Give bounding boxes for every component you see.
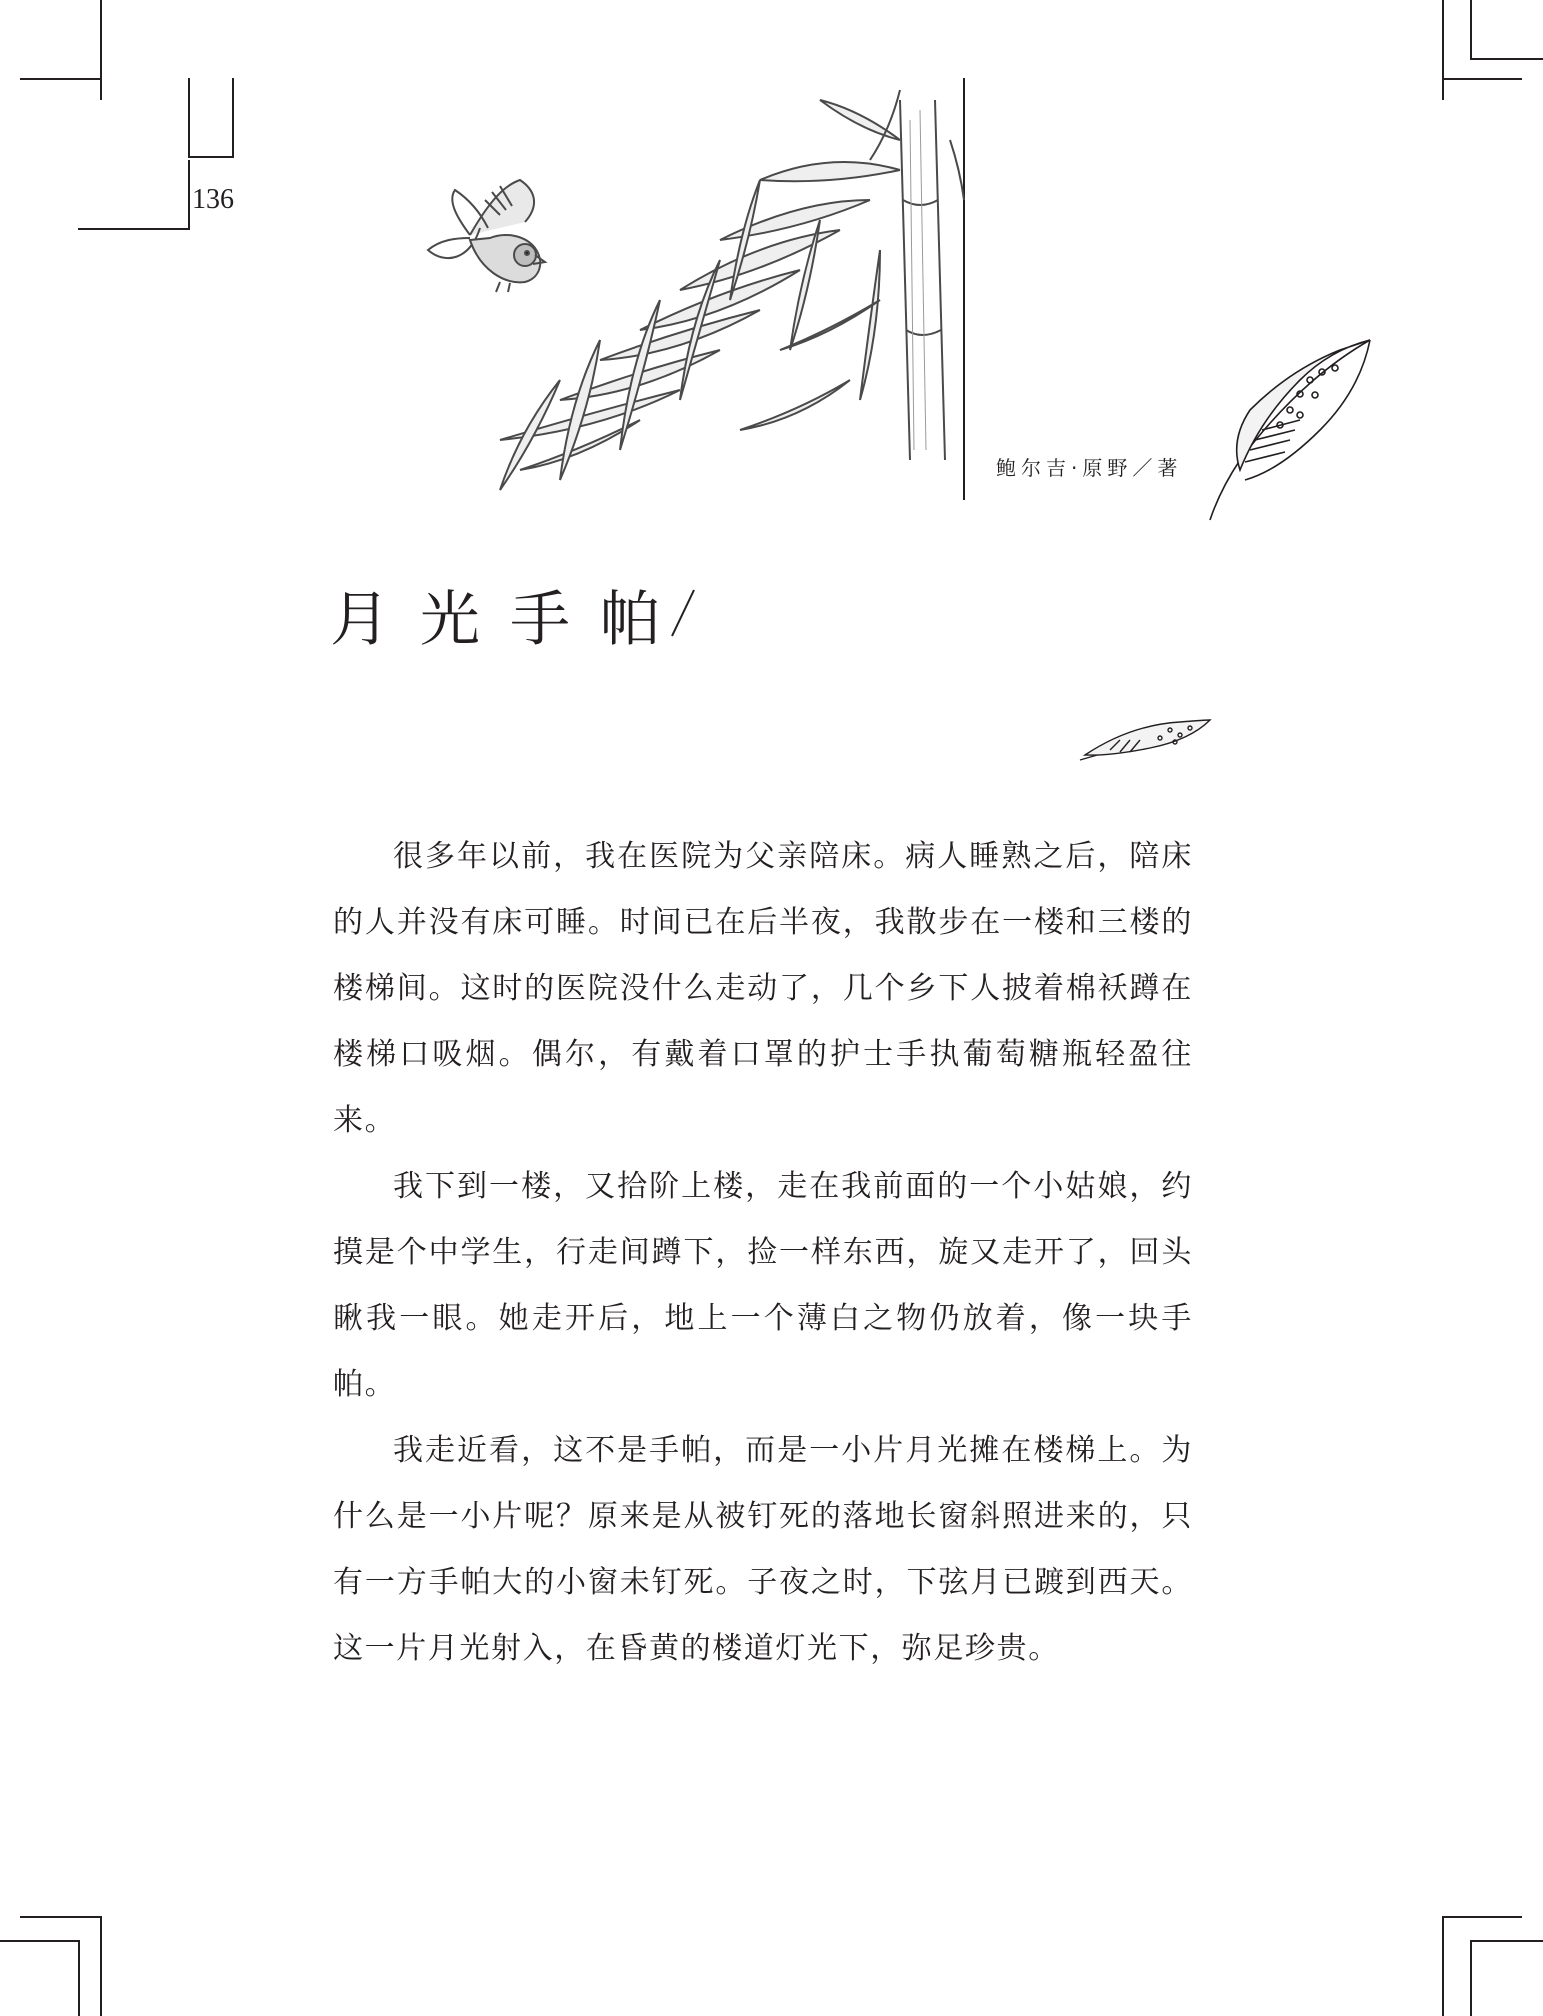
small-feather-icon — [1080, 720, 1210, 760]
page-number: 136 — [192, 184, 234, 215]
bamboo-illustration — [500, 90, 964, 490]
crop-mark-br-v — [1442, 1916, 1444, 2016]
crop-mark-br2-v — [1470, 1940, 1472, 2016]
title-block — [330, 572, 690, 658]
crop-mark-bl2-h — [0, 1940, 80, 1942]
crop-mark-bl-v — [100, 1916, 102, 2016]
paragraph: 很多年以前，我在医院为父亲陪床。病人睡熟之后，陪床的人并没有床可睡。时间已在后半夜，我散步在一楼和三楼的楼梯间。这时的医院没什么走动了，几个乡下人披着棉袄蹲在楼梯口吸烟。偶尔，有戴着口罩的护士手执葡萄糖瓶轻盈往来。 — [333, 839, 1193, 1138]
paragraph: 我下到一楼，又拾阶上楼，走在我前面的一个小姑娘，约摸是个中学生，行走间蹲下，捡一样东西，旋又走开了，回头瞅我一眼。她走开后，地上一个薄白之物仍放着，像一块手帕。 — [333, 1169, 1193, 1402]
header-illustration — [0, 0, 1543, 800]
paragraph: 我走近看，这不是手帕，而是一小片月光摊在楼梯上。为什么是一小片呢？原来是从被钉死的落地长窗斜照进来的，只有一方手帕大的小窗未钉死。子夜之时，下弦月已踱到西天。这一片月光射入，在昏黄的楼道灯光下，弥足珍贵。 — [333, 1433, 1193, 1666]
article-title: 月光手帕 — [330, 585, 690, 655]
feather-icon — [1210, 340, 1370, 520]
bird-illustration — [428, 180, 545, 292]
author-credit: 鲍尔吉·原野／著 — [996, 456, 1183, 480]
crop-mark-bl2-v — [78, 1940, 80, 2016]
article-body — [333, 824, 1193, 1682]
crop-mark-br-h — [1442, 1916, 1522, 1918]
crop-mark-br2-h — [1470, 1940, 1543, 1942]
crop-mark-bl-h — [20, 1916, 102, 1918]
